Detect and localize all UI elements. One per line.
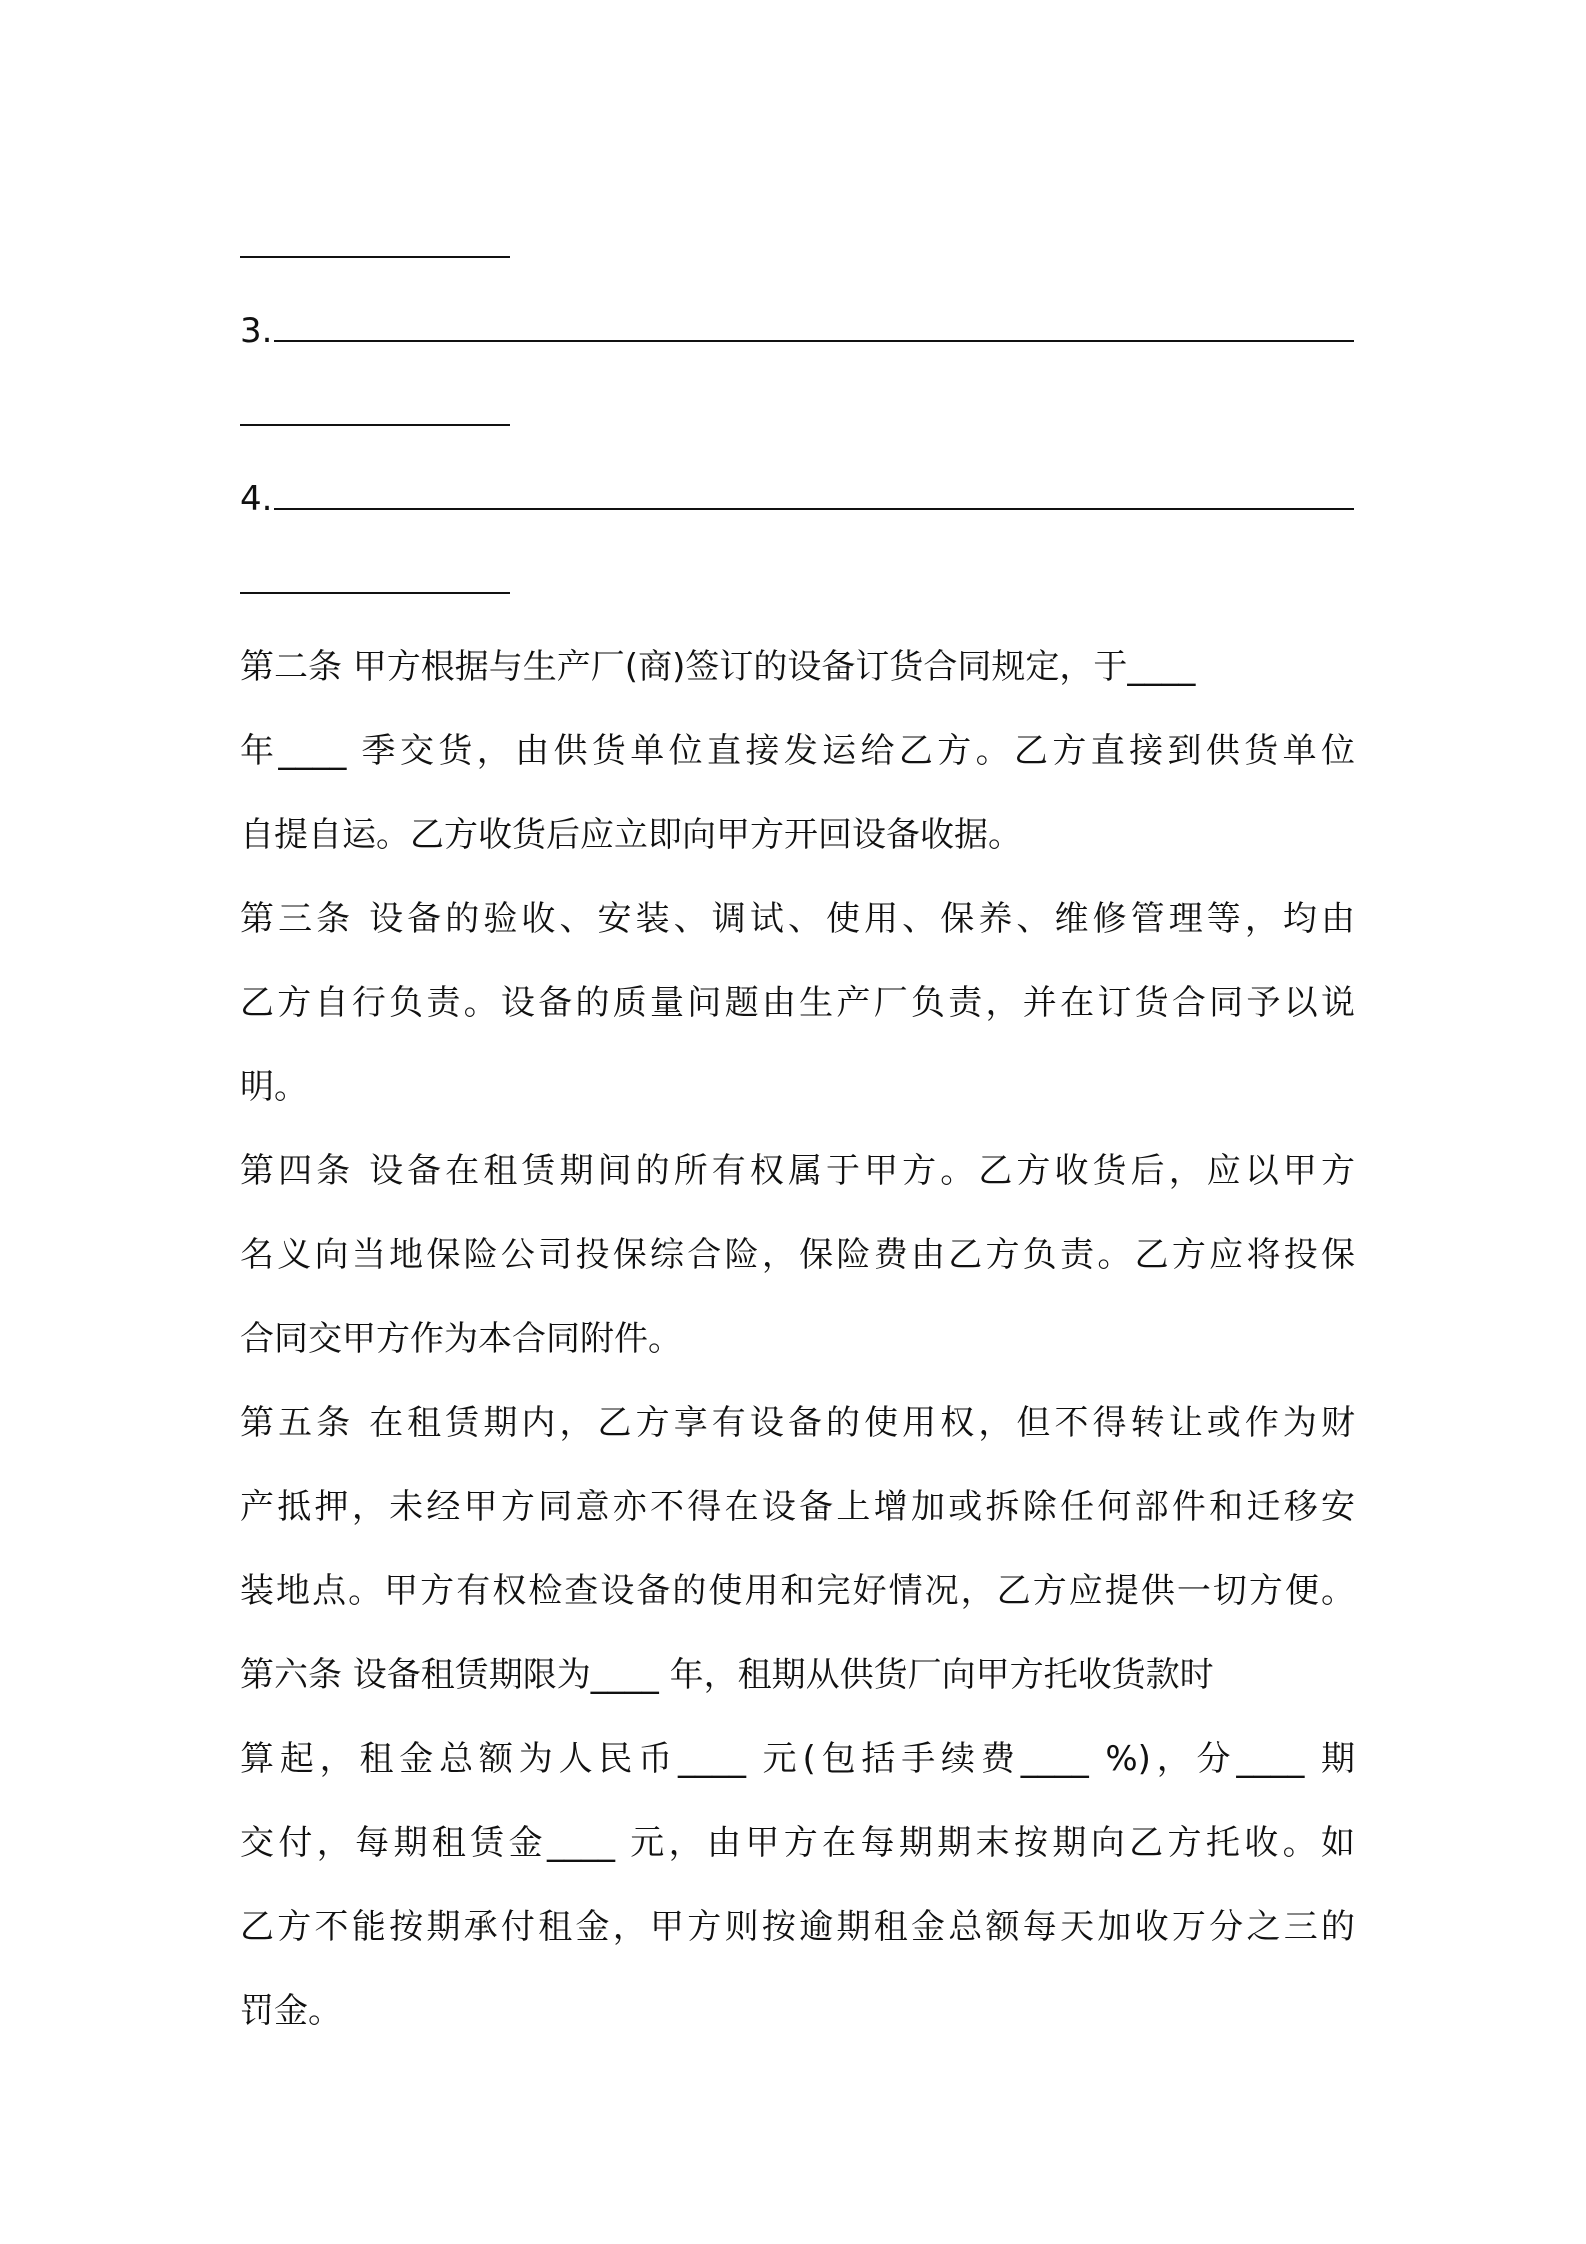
article-line: 自提自运。乙方收货后应立即向甲方开回设备收据。 [240,815,1022,855]
list-item-number: 3. [240,311,273,351]
article-line: 乙方自行负责。设备的质量问题由生产厂负责，并在订货合同予以说 [240,983,1355,1023]
blank-underline [240,558,510,594]
article-2 [240,625,1355,877]
article-line: 产抵押，未经甲方同意亦不得在设备上增加或拆除任何部件和迁移安 [240,1487,1355,1527]
document-body [240,205,1355,2053]
blank-continuation-line [240,373,1355,457]
article-line: 第六条 设备租赁期限为____ 年，租期从供货厂向甲方托收货款时 [240,1655,1214,1695]
blank-underline [240,390,510,426]
list-item-3 [240,289,1355,373]
article-line: 第四条 设备在租赁期间的所有权属于甲方。乙方收货后，应以甲方 [240,1151,1355,1191]
article-line: 明。 [240,1067,308,1107]
list-item-number: 4. [240,479,273,519]
article-line: 合同交甲方作为本合同附件。 [240,1319,682,1359]
blank-underline [240,222,510,258]
article-5 [240,1381,1355,1633]
blank-continuation-line [240,205,1355,289]
blank-underline [274,306,1354,342]
article-line: 装地点。甲方有权检查设备的使用和完好情况，乙方应提供一切方便。 [240,1571,1355,1611]
article-line: 罚金。 [240,1991,342,2031]
article-line: 第五条 在租赁期内，乙方享有设备的使用权，但不得转让或作为财 [240,1403,1355,1443]
article-line: 交付，每期租赁金____ 元，由甲方在每期期末按期向乙方托收。如 [240,1823,1355,1863]
article-6 [240,1633,1355,2053]
blank-continuation-line [240,541,1355,625]
article-line: 名义向当地保险公司投保综合险，保险费由乙方负责。乙方应将投保 [240,1235,1355,1275]
article-line: 年____ 季交货，由供货单位直接发运给乙方。乙方直接到供货单位 [240,731,1355,771]
article-3 [240,877,1355,1129]
list-item-4 [240,457,1355,541]
blank-underline [274,474,1354,510]
article-line: 第三条 设备的验收、安装、调试、使用、保养、维修管理等，均由 [240,899,1355,939]
article-line: 第二条 甲方根据与生产厂(商)签订的设备订货合同规定，于____ [240,647,1196,687]
article-line: 算起，租金总额为人民币____ 元(包括手续费____ %)，分____ 期 [240,1739,1355,1779]
article-line: 乙方不能按期承付租金，甲方则按逾期租金总额每天加收万分之三的 [240,1907,1355,1947]
article-4 [240,1129,1355,1381]
